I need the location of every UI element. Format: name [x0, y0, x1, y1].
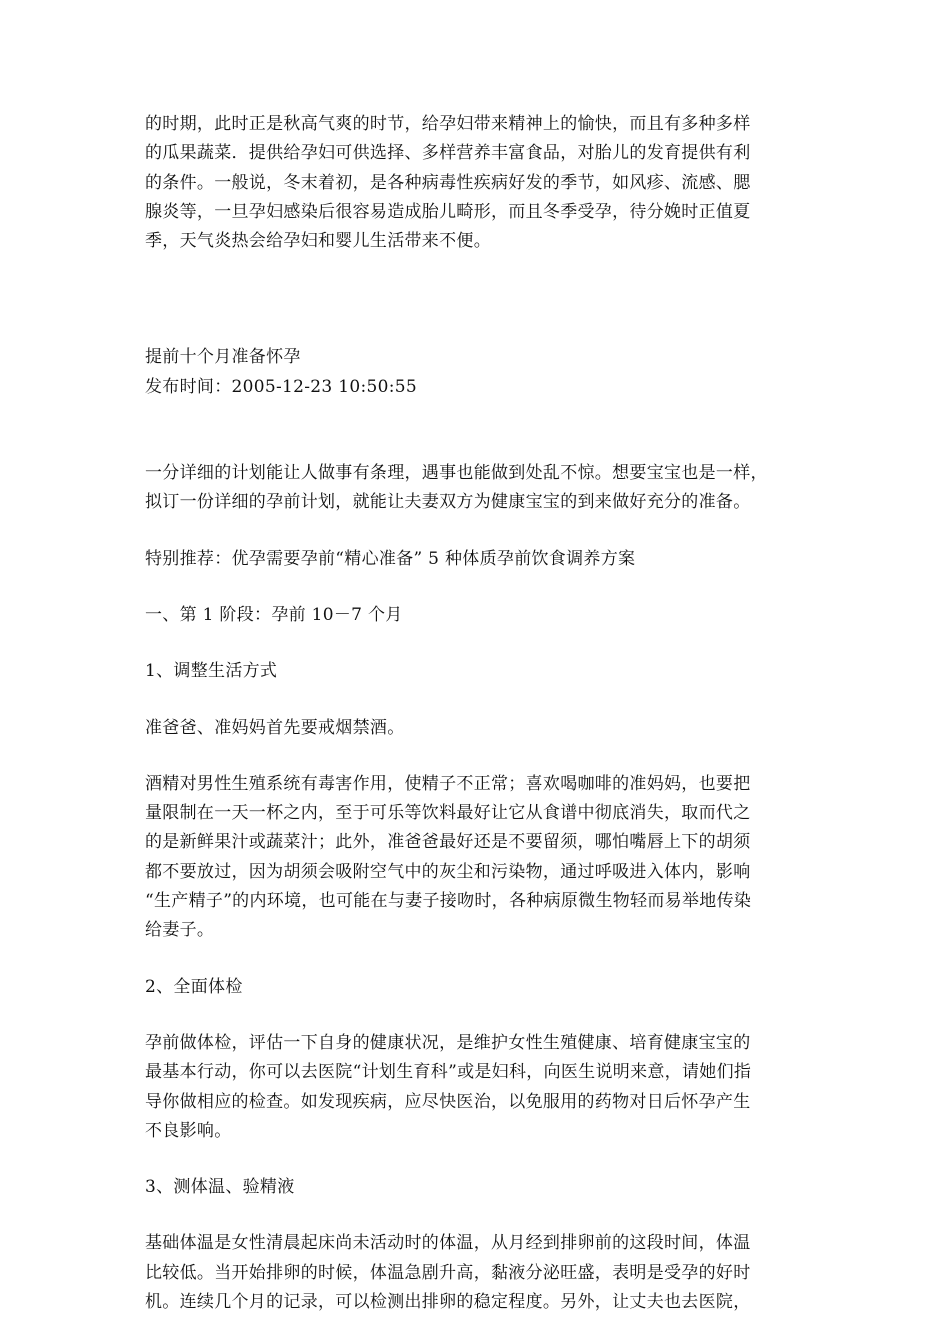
section-heading-text: 2、全面体检: [145, 976, 243, 997]
section-1-short-paragraph: [145, 714, 805, 743]
text-line: 一分详细的计划能让人做事有条理，遇事也能做到处乱不惊。想要宝宝也是一样，: [145, 463, 768, 484]
text-line: 拟订一份详细的孕前计划，就能让夫妻双方为健康宝宝的到来做好充分的准备。: [145, 492, 751, 513]
section-1-paragraph: [145, 770, 805, 946]
text-line: 的时期，此时正是秋高气爽的时节，给孕妇带来精神上的愉快，而且有多种多样: [145, 114, 751, 134]
text-line: 都不要放过，因为胡须会吸附空气中的灰尘和污染物，通过呼吸进入体内，影响: [145, 861, 751, 882]
section-heading-text: 3、测体温、验精液: [145, 1177, 295, 1198]
text-line: 给妻子。: [145, 920, 215, 941]
text-line: 不良影响。: [145, 1120, 232, 1141]
text-line: 导你做相应的检查。如发现疾病，应尽快医治，以免服用的药物对日后怀孕产生: [145, 1091, 751, 1112]
section-1-heading: [145, 657, 805, 686]
text-line: 准爸爸、准妈妈首先要戒烟禁酒。: [145, 717, 405, 738]
section-3-paragraph: [145, 1229, 805, 1317]
article-header: [145, 343, 805, 402]
text-line: 的瓜果蔬菜．提供给孕妇可供选择、多样营养丰富食品，对胎儿的发育提供有利: [145, 143, 751, 164]
text-line: 比较低。当开始排卵的时候，体温急剧升高，黏液分泌旺盛，表明是受孕的好时: [145, 1262, 751, 1283]
text-line: 孕前做体检，评估一下自身的健康状况，是维护女性生殖健康、培育健康宝宝的: [145, 1032, 751, 1053]
article-title: 提前十个月准备怀孕: [145, 347, 301, 368]
plan-paragraph: [145, 459, 805, 518]
section-3-heading: [145, 1173, 805, 1202]
publish-time: 发布时间：2005-12-23 10:50:55: [145, 376, 417, 397]
recommendation-text: 特别推荐：优孕需要孕前“精心准备” 5 种体质孕前饮食调养方案: [145, 548, 636, 569]
text-line: 机。连续几个月的记录，可以检测出排卵的稳定程度。另外，让丈夫也去医院，: [145, 1292, 751, 1313]
text-line: “生产精子”的内环境，也可能在与妻子接吻时，各种病原微生物轻而易举地传染: [145, 891, 752, 912]
section-heading-text: 1、调整生活方式: [145, 661, 278, 682]
text-line: 酒精对男性生殖系统有毒害作用，使精子不正常；喜欢喝咖啡的准妈妈，也要把: [145, 773, 751, 794]
text-line: 的是新鲜果汁或蔬菜汁；此外，准爸爸最好还是不要留须，哪怕嘴唇上下的胡须: [145, 832, 751, 853]
document-page: [145, 110, 805, 1317]
text-line: 的条件。一般说，冬末着初，是各种病毒性疾病好发的季节，如风疹、流感、腮: [145, 172, 751, 193]
text-line: 基础体温是女性清晨起床尚未活动时的体温，从月经到排卵前的这段时间，体温: [145, 1233, 751, 1254]
stage-heading-text: 一、第 1 阶段：孕前 10－7 个月: [145, 604, 403, 625]
text-line: 最基本行动，你可以去医院“计划生育科”或是妇科，向医生说明来意，请她们指: [145, 1062, 752, 1083]
text-line: 量限制在一天一杯之内，至于可乐等饮料最好让它从食谱中彻底消失，取而代之: [145, 803, 751, 824]
text-line: 季，天气炎热会给孕妇和婴儿生活带来不便。: [145, 231, 491, 252]
text-line: 腺炎等，一旦孕妇感染后很容易造成胎儿畸形，而且冬季受孕，待分娩时正值夏: [145, 201, 751, 222]
stage-heading: [145, 601, 805, 630]
section-2-paragraph: [145, 1029, 805, 1146]
intro-paragraph: [145, 110, 805, 256]
section-2-heading: [145, 973, 805, 1002]
special-recommendation: [145, 545, 805, 574]
